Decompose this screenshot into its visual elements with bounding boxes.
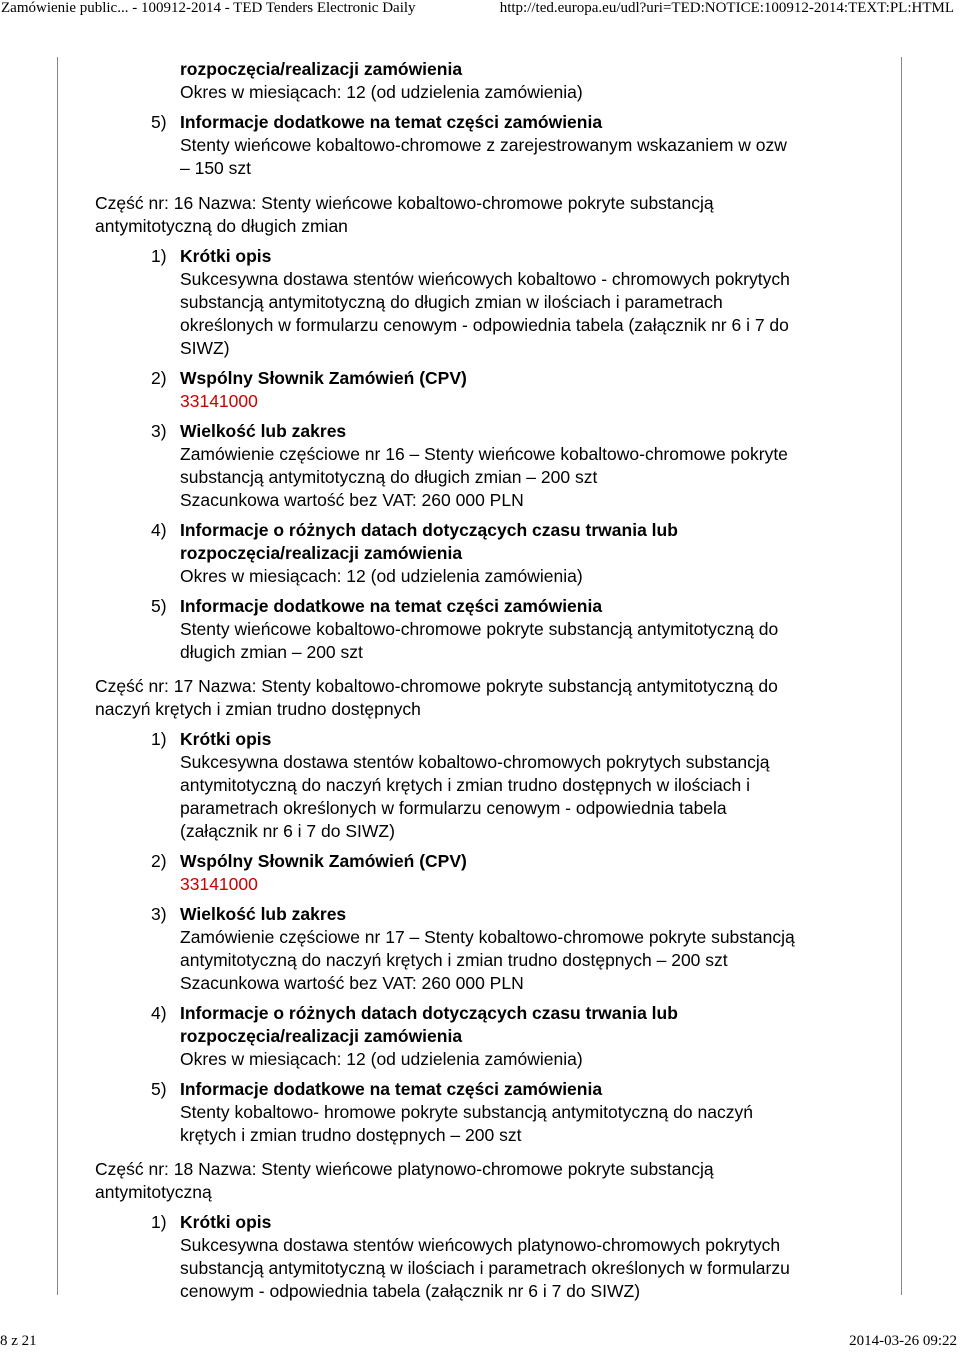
item-text: Stenty wieńcowe kobaltowo-chromowe z zarejestrowanym wskazaniem w ozw: [180, 135, 787, 155]
part17-item-4: [95, 1002, 885, 1071]
item-text: długich zmian – 200 szt: [180, 642, 363, 662]
item-text: Zamówienie częściowe nr 16 – Stenty wieńcowe kobaltowo-chromowe pokryte: [180, 444, 788, 464]
item-label: Informacje dodatkowe na temat części zamówienia: [180, 1079, 603, 1099]
part-title: antymitotyczną do długich zmian: [95, 216, 348, 236]
item-label: Krótki opis: [180, 246, 272, 266]
part16-item-3: [95, 420, 885, 512]
part18-item-1: [95, 1211, 885, 1303]
item-text: parametrach określonych w formularzu cenowym - odpowiednia tabela: [180, 798, 727, 818]
item-label: rozpoczęcia/realizacji zamówienia: [180, 543, 463, 563]
document-body: [95, 58, 885, 1303]
part-title: Część nr: 16 Nazwa: Stenty wieńcowe kobaltowo-chromowe pokryte substancją: [95, 193, 714, 213]
item-number: 5): [151, 112, 167, 132]
item-number: 5): [151, 1079, 167, 1099]
item-label: rozpoczęcia/realizacji zamówienia: [180, 1026, 463, 1046]
item-number: 3): [151, 421, 167, 441]
item-text: SIWZ): [180, 338, 230, 358]
item-text: Sukcesywna dostawa stentów wieńcowych kobaltowo - chromowych pokrytych: [180, 269, 790, 289]
item-text: substancją antymitotyczną do długich zmian w ilościach i parametrach: [180, 292, 723, 312]
item-text: Szacunkowa wartość bez VAT: 260 000 PLN: [180, 490, 524, 510]
page-title: Zamówienie public... - 100912-2014 - TED Tenders Electronic Daily: [1, 0, 416, 16]
part16-item-4: [95, 519, 885, 588]
item-number: 2): [151, 851, 167, 871]
item-label: rozpoczęcia/realizacji zamówienia: [180, 59, 463, 79]
item-text: Zamówienie częściowe nr 17 – Stenty kobaltowo-chromowe pokryte substancją: [180, 927, 795, 947]
part-18: [95, 1158, 885, 1303]
item-text: – 150 szt: [180, 158, 252, 178]
top-continuation: [95, 58, 885, 104]
item-label: Krótki opis: [180, 729, 272, 749]
part17-item-2: [95, 850, 885, 896]
part-title: Część nr: 17 Nazwa: Stenty kobaltowo-chromowe pokryte substancją antymitotyczną do: [95, 676, 778, 696]
part-17: [95, 675, 885, 1147]
item-label: Wielkość lub zakres: [180, 421, 347, 441]
item-label: Krótki opis: [180, 1212, 272, 1232]
print-datetime: 2014-03-26 09:22: [849, 1333, 957, 1349]
part16-item-5: [95, 595, 885, 664]
item-text: krętych i zmian trudno dostępnych – 200 szt: [180, 1125, 522, 1145]
item-label: Informacje o różnych datach dotyczących czasu trwania lub: [180, 520, 678, 540]
item-label: Informacje dodatkowe na temat części zamówienia: [180, 596, 603, 616]
left-border: [57, 57, 58, 1295]
item-text: substancją antymitotyczną do długich zmian – 200 szt: [180, 467, 598, 487]
part16-item-1: [95, 245, 885, 360]
item-text: Sukcesywna dostawa stentów kobaltowo-chromowych pokrytych substancją: [180, 752, 770, 772]
top-item-5: [95, 111, 885, 180]
part17-item-5: [95, 1078, 885, 1147]
item-number: 1): [151, 1212, 167, 1232]
item-text: Sukcesywna dostawa stentów wieńcowych platynowo-chromowych pokrytych: [180, 1235, 781, 1255]
item-label: Informacje dodatkowe na temat części zamówienia: [180, 112, 603, 132]
item-number: 2): [151, 368, 167, 388]
item-label: Informacje o różnych datach dotyczących czasu trwania lub: [180, 1003, 678, 1023]
item-text: substancją antymitotyczną w ilościach i parametrach określonych w formularzu: [180, 1258, 790, 1278]
print-footer: [0, 1333, 960, 1353]
part16-item-2: [95, 367, 885, 413]
item-label: Wspólny Słownik Zamówień (CPV): [180, 368, 467, 388]
item-label: Wielkość lub zakres: [180, 904, 347, 924]
item-number: 1): [151, 729, 167, 749]
print-header: [0, 0, 960, 20]
item-text: cenowym - odpowiednia tabela (załącznik nr 6 i 7 do SIWZ): [180, 1281, 641, 1301]
item-text: antymitotyczną do naczyń krętych i zmian trudno dostępnych – 200 szt: [180, 950, 728, 970]
part17-item-1: [95, 728, 885, 843]
item-text: Szacunkowa wartość bez VAT: 260 000 PLN: [180, 973, 524, 993]
part-title: antymitotyczną: [95, 1182, 212, 1202]
cpv-code: 33141000: [180, 874, 258, 894]
part17-item-3: [95, 903, 885, 995]
item-text: Stenty kobaltowo- hromowe pokryte substancją antymitotyczną do naczyń: [180, 1102, 753, 1122]
item-number: 5): [151, 596, 167, 616]
item-label: Wspólny Słownik Zamówień (CPV): [180, 851, 467, 871]
part-title: Część nr: 18 Nazwa: Stenty wieńcowe platynowo-chromowe pokryte substancją: [95, 1159, 714, 1179]
page-number: 8 z 21: [0, 1333, 37, 1349]
item-text: Okres w miesiącach: 12 (od udzielenia zamówienia): [180, 1049, 583, 1069]
right-border: [901, 57, 902, 1295]
item-text: Okres w miesiącach: 12 (od udzielenia zamówienia): [180, 82, 583, 102]
item-number: 4): [151, 1003, 167, 1023]
item-text: Stenty wieńcowe kobaltowo-chromowe pokryte substancją antymitotyczną do: [180, 619, 779, 639]
cpv-code: 33141000: [180, 391, 258, 411]
item-text: (załącznik nr 6 i 7 do SIWZ): [180, 821, 395, 841]
item-text: określonych w formularzu cenowym - odpowiednia tabela (załącznik nr 6 i 7 do: [180, 315, 789, 335]
item-number: 3): [151, 904, 167, 924]
page-url[interactable]: http://ted.europa.eu/udl?uri=TED:NOTICE:100912-2014:TEXT:PL:HTML: [499, 0, 954, 16]
part-16: [95, 192, 885, 664]
item-number: 4): [151, 520, 167, 540]
item-text: Okres w miesiącach: 12 (od udzielenia zamówienia): [180, 566, 583, 586]
part-title: naczyń krętych i zmian trudno dostępnych: [95, 699, 421, 719]
item-number: 1): [151, 246, 167, 266]
item-text: antymitotyczną do naczyń krętych i zmian trudno dostępnych w ilościach i: [180, 775, 750, 795]
